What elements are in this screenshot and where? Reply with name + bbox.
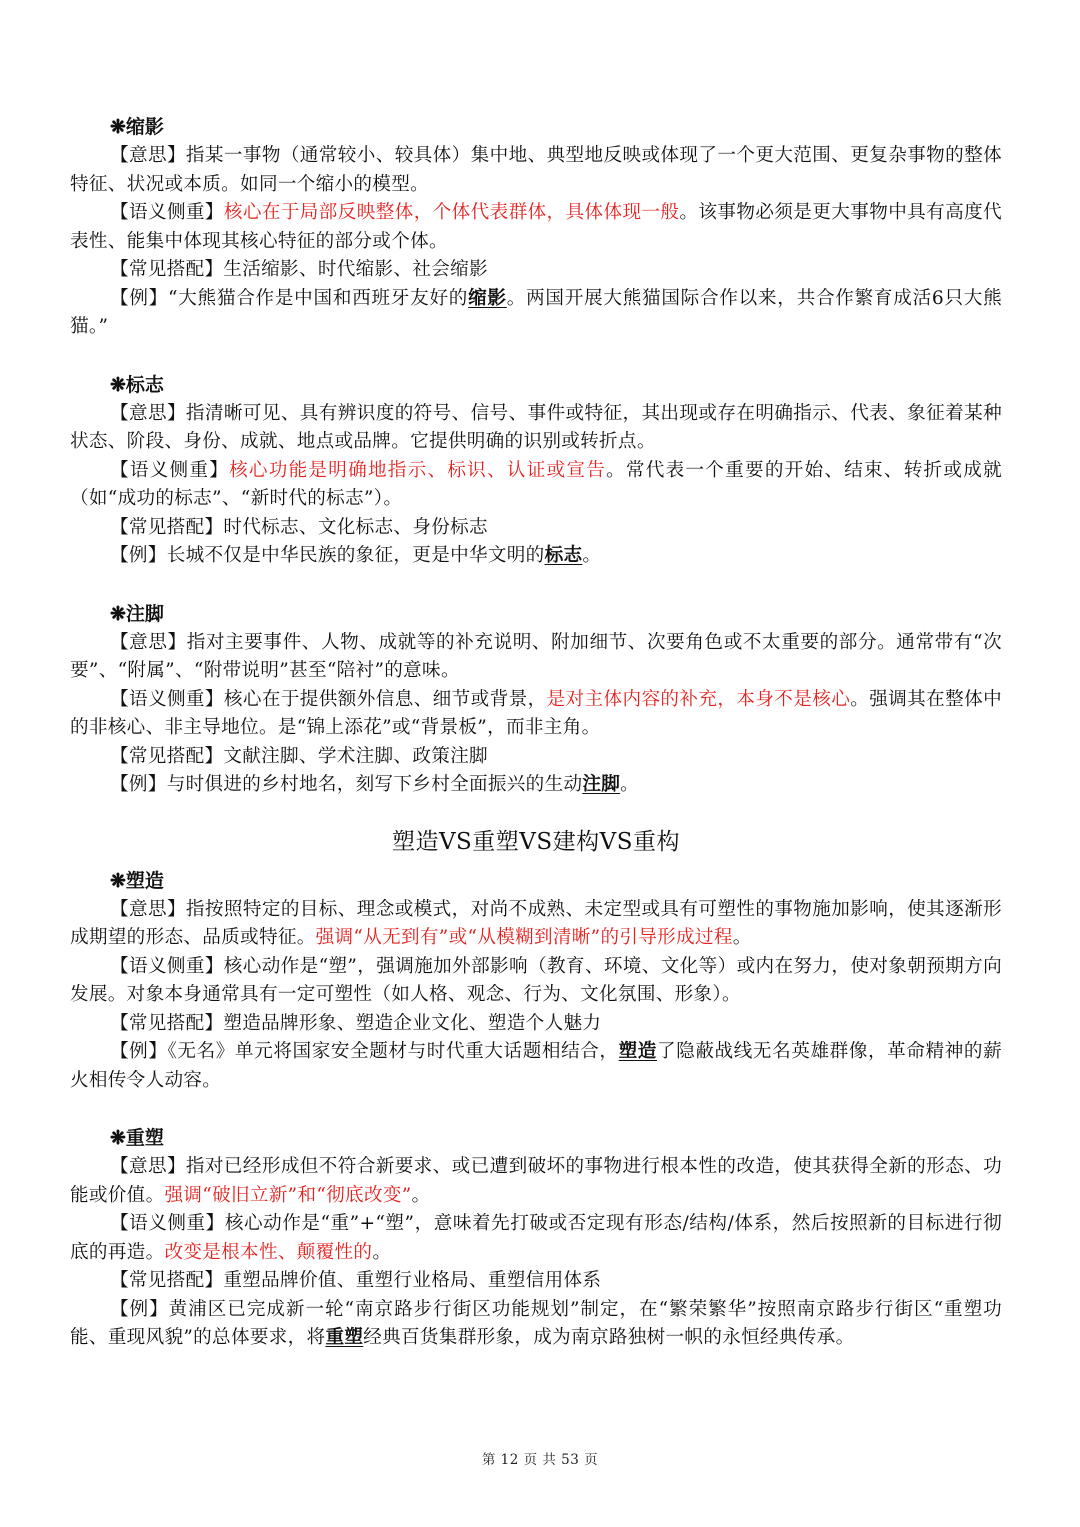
emphasis-text: 。该事物必须是更大事物中具有高度代表性、能集中体现其核心特征的部分或个体。 — [70, 202, 1002, 252]
emphasis-label: 【语义侧重】 — [110, 202, 224, 223]
emphasis-text-after: 。 — [372, 1241, 392, 1263]
example-paragraph — [70, 1296, 1002, 1353]
meaning-text: 指某一事物（通常较小、较具体）集中地、典型地反映或体现了一个更大范围、更复杂事物的整体特征、状况或本质。如同一个缩小的模型。 — [70, 145, 1002, 195]
meaning-text: 指对已经形成但不符合新要求、或已遭到破坏的事物进行根本性的改造，使其获得全新的形态、功能或价值。 — [70, 1156, 1002, 1206]
example-text-after: 。 — [582, 545, 602, 566]
entry-title: ❋塑造 — [110, 869, 164, 892]
example-text-before: 黄浦区已完成新一轮“南京路步行街区功能规划”制定，在“繁荣繁华”按照南京路步行街区“重塑功能、重现风貌”的总体要求，将 — [70, 1298, 1003, 1348]
collocation-paragraph — [70, 514, 1002, 543]
collocation-text: 文献注脚、学术注脚、政策注脚 — [223, 745, 488, 767]
meaning-text: 指对主要事件、人物、成就等的补充说明、附加细节、次要角色或不太重要的部分。通常带有“次要”、“附属”、“附带说明”甚至“陪衬”的意味。 — [70, 631, 1002, 681]
meaning-paragraph — [70, 629, 1002, 686]
meaning-highlight: 强调“从无到有”或“从模糊到清晰”的引导形成过程 — [315, 927, 733, 948]
emphasis-paragraph — [70, 686, 1002, 743]
collocation-paragraph — [70, 256, 1002, 285]
collocation-label: 【常见搭配】 — [110, 259, 224, 280]
collocation-text: 重塑品牌价值、重塑行业格局、重塑信用体系 — [223, 1270, 602, 1291]
collocation-label: 【常见搭配】 — [110, 516, 224, 538]
emphasis-highlight: 是对主体内容的补充，本身不是核心 — [546, 688, 851, 710]
example-text-before: 《无名》单元将国家安全题材与时代重大话题相结合， — [167, 1041, 619, 1062]
example-paragraph — [70, 771, 1002, 800]
entry-chongsu — [70, 1123, 1002, 1353]
meaning-text: 指清晰可见、具有辨识度的符号、信号、事件或特征，其出现或存在明确指示、代表、象征着某种状态、阶段、身份、成就、地点或品牌。它提供明确的识别或转折点。 — [70, 402, 1002, 452]
meaning-label: 【意思】 — [110, 402, 186, 424]
emphasis-highlight: 核心功能是明确地指示、标识、认证或宣告 — [229, 459, 607, 481]
collocation-paragraph — [70, 743, 1002, 772]
emphasis-text: 核心动作是“重”+“塑”，意味着先打破或否定现有形态/结构/体系，然后按照新的目标进行彻底的再造。 — [70, 1213, 1002, 1263]
meaning-label: 【意思】 — [110, 898, 186, 920]
emphasis-text-before: 核心在于提供额外信息、细节或背景， — [223, 688, 547, 710]
collocation-label: 【常见搭配】 — [110, 1012, 224, 1034]
emphasis-text: 。强调其在整体中的非核心、非主导地位。是“锦上添花”或“背景板”，而非主角。 — [70, 688, 1002, 738]
entry-biaozhi — [70, 370, 1002, 571]
example-label: 【例】 — [110, 1041, 168, 1062]
example-text-before: 与时俱进的乡村地名，刻写下乡村全面振兴的生动 — [166, 774, 583, 795]
example-text-before: “大熊猫合作是中国和西班牙友好的 — [167, 287, 469, 309]
entry-suzao — [70, 866, 1002, 1096]
example-text-after: 了隐蔽战线无名英雄群像，革命精神的薪火相传令人动容。 — [70, 1041, 1002, 1091]
example-text-after: 。 — [620, 774, 640, 795]
page-number-footer: 第 12 页 共 53 页 — [481, 1452, 599, 1468]
collocation-text: 生活缩影、时代缩影、社会缩影 — [223, 259, 488, 280]
document-content — [70, 112, 1002, 1381]
meaning-text-after: 。 — [411, 1184, 431, 1206]
entry-title: ❋缩影 — [110, 116, 164, 138]
example-label: 【例】 — [110, 774, 167, 795]
meaning-text-after: 。 — [732, 927, 752, 948]
meaning-paragraph — [70, 142, 1002, 199]
collocation-paragraph — [70, 1010, 1002, 1039]
emphasis-paragraph — [70, 199, 1002, 256]
example-keyword: 重塑 — [325, 1327, 364, 1348]
example-text-after: 经典百货集群形象，成为南京路独树一帜的永恒经典传承。 — [363, 1327, 855, 1348]
example-label: 【例】 — [110, 287, 168, 309]
meaning-label: 【意思】 — [110, 145, 186, 166]
collocation-label: 【常见搭配】 — [110, 1270, 224, 1291]
emphasis-label: 【语义侧重】 — [110, 688, 224, 710]
example-keyword: 标志 — [544, 545, 583, 566]
meaning-paragraph — [70, 1153, 1002, 1210]
example-paragraph — [70, 542, 1002, 571]
meaning-paragraph — [70, 400, 1002, 457]
emphasis-label: 【语义侧重】 — [110, 1213, 225, 1234]
emphasis-highlight: 核心在于局部反映整体，个体代表群体，具体体现一般 — [223, 202, 680, 223]
collocation-paragraph — [70, 1267, 1002, 1296]
example-text-before: 长城不仅是中华民族的象征，更是中华文明的 — [166, 545, 545, 566]
entry-suoying — [70, 112, 1002, 342]
collocation-text: 塑造品牌形象、塑造企业文化、塑造个人魅力 — [223, 1012, 602, 1034]
meaning-paragraph — [70, 896, 1002, 953]
collocation-text: 时代标志、文化标志、身份标志 — [223, 516, 488, 538]
meaning-text: 指按照特定的目标、理念或模式，对尚不成熟、未定型或具有可塑性的事物施加影响，使其逐渐形成期望的形态、品质或特征。 — [70, 898, 1002, 948]
emphasis-paragraph — [70, 1210, 1002, 1267]
emphasis-paragraph — [70, 953, 1002, 1010]
emphasis-paragraph — [70, 457, 1002, 514]
entry-title: ❋标志 — [110, 373, 164, 396]
section-heading: 塑造VS重塑VS建构VS重构 — [391, 828, 681, 855]
example-paragraph — [70, 285, 1002, 342]
entry-title: ❋注脚 — [110, 602, 164, 625]
entry-zhujiao — [70, 599, 1002, 800]
collocation-label: 【常见搭配】 — [110, 745, 224, 767]
emphasis-text: 。常代表一个重要的开始、结束、转折或成就（如“成功的标志”、“新时代的标志”）。 — [70, 459, 1002, 509]
emphasis-label: 【语义侧重】 — [110, 459, 230, 481]
entry-title: ❋重塑 — [110, 1127, 164, 1149]
example-keyword: 注脚 — [582, 774, 621, 795]
emphasis-label: 【语义侧重】 — [110, 955, 224, 977]
meaning-label: 【意思】 — [110, 631, 187, 653]
emphasis-text: 核心动作是“塑”，强调施加外部影响（教育、环境、文化等）或内在努力，使对象朝预期方向发展。对象本身通常具有一定可塑性（如人格、观念、行为、文化氛围、形象）。 — [70, 955, 1002, 1005]
example-text-after: 。两国开展大熊猫国际合作以来，共合作繁育成活6只大熊猫。” — [70, 287, 1002, 337]
example-keyword: 塑造 — [618, 1041, 657, 1062]
example-keyword: 缩影 — [468, 287, 507, 309]
example-label: 【例】 — [110, 1298, 169, 1320]
example-label: 【例】 — [110, 545, 167, 566]
example-paragraph — [70, 1038, 1002, 1095]
meaning-label: 【意思】 — [110, 1156, 186, 1177]
emphasis-highlight: 改变是根本性、颠覆性的 — [164, 1241, 373, 1263]
meaning-highlight: 强调“破旧立新”和“彻底改变” — [164, 1184, 412, 1206]
